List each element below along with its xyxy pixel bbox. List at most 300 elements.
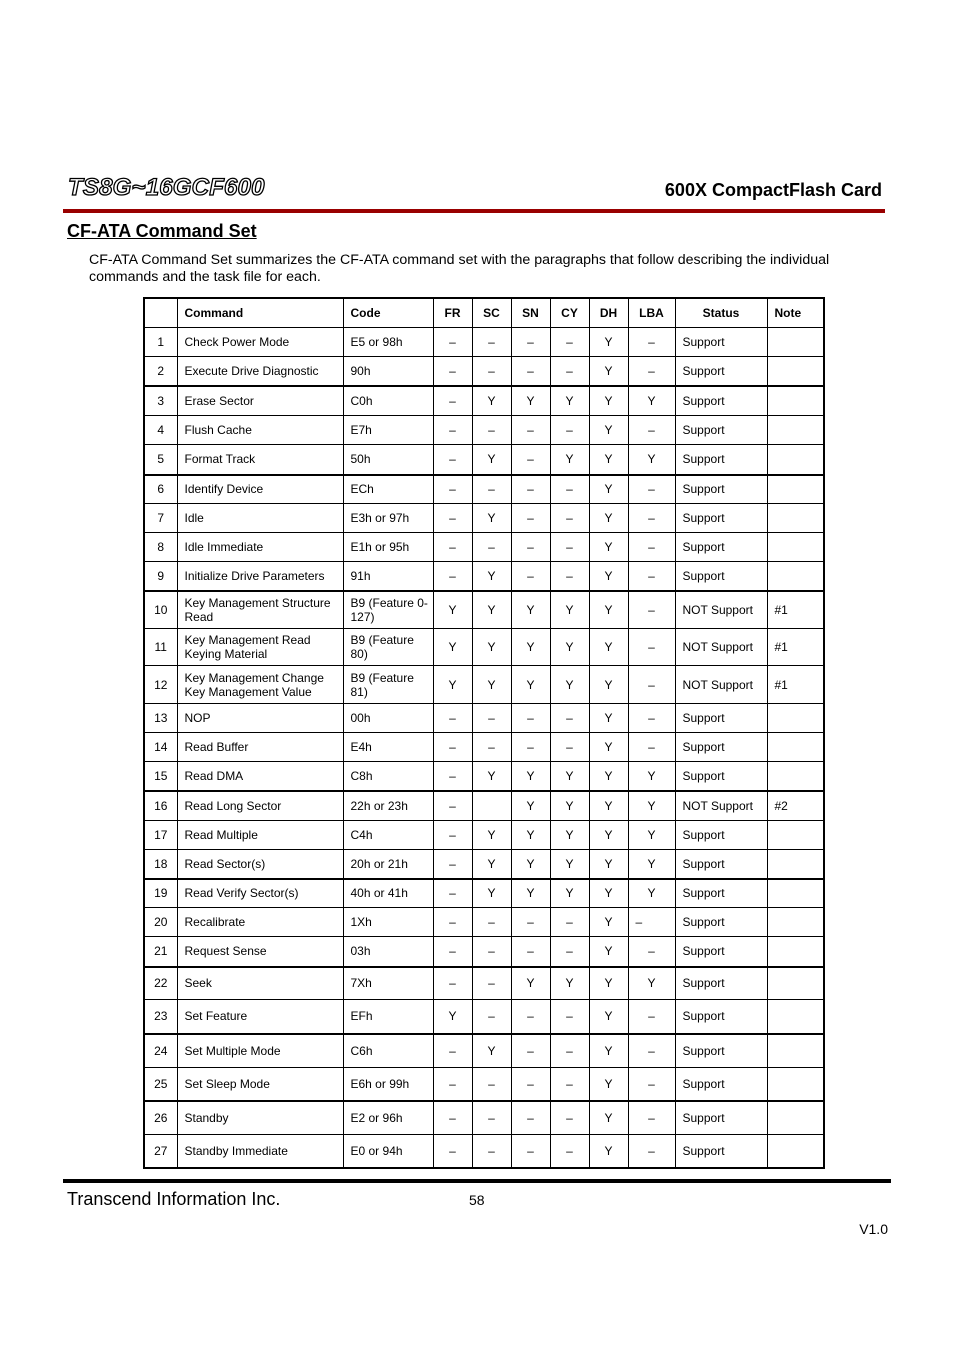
- cell-code: 40h or 41h: [343, 879, 433, 908]
- cell-dh: Y: [589, 357, 628, 386]
- cell-num: 17: [144, 821, 177, 850]
- cell-fr: –: [433, 386, 472, 416]
- cell-num: 16: [144, 791, 177, 821]
- cell-status: Support: [675, 850, 767, 879]
- page-number: 58: [469, 1192, 485, 1208]
- cell-code: 1Xh: [343, 908, 433, 937]
- cell-sn: –: [511, 533, 550, 562]
- cell-sc: –: [472, 1135, 511, 1168]
- table-row: [144, 1135, 824, 1168]
- cell-code: C4h: [343, 821, 433, 850]
- header-status: Status: [675, 298, 767, 328]
- cell-note: [767, 533, 824, 562]
- header-num: [144, 298, 177, 328]
- cell-command: Initialize Drive Parameters: [177, 562, 343, 591]
- cell-command: Read Verify Sector(s): [177, 879, 343, 908]
- cell-fr: –: [433, 475, 472, 504]
- cell-dh: Y: [589, 328, 628, 357]
- table-row: [144, 666, 824, 704]
- cell-status: Support: [675, 504, 767, 533]
- table-row: [144, 821, 824, 850]
- cell-code: E3h or 97h: [343, 504, 433, 533]
- cell-status: Support: [675, 386, 767, 416]
- cell-fr: –: [433, 562, 472, 591]
- cell-command: Read Sector(s): [177, 850, 343, 879]
- command-table: [143, 297, 825, 1169]
- cell-cy: –: [550, 1068, 589, 1101]
- cell-lba: –: [628, 666, 675, 704]
- cell-num: 4: [144, 416, 177, 445]
- cell-sc: –: [472, 733, 511, 762]
- cell-note: [767, 328, 824, 357]
- header-dh: DH: [589, 298, 628, 328]
- cell-dh: Y: [589, 475, 628, 504]
- cell-lba: –: [628, 416, 675, 445]
- cell-note: #1: [767, 666, 824, 704]
- cell-num: 2: [144, 357, 177, 386]
- cell-num: 25: [144, 1068, 177, 1101]
- cell-command: Standby: [177, 1101, 343, 1135]
- cell-fr: Y: [433, 591, 472, 629]
- cell-sc: –: [472, 908, 511, 937]
- cell-sn: Y: [511, 791, 550, 821]
- cell-lba: –: [628, 704, 675, 733]
- cell-lba: –: [628, 533, 675, 562]
- cell-dh: Y: [589, 821, 628, 850]
- cell-lba: –: [628, 1000, 675, 1034]
- footer-company: Transcend Information Inc.: [67, 1189, 281, 1209]
- cell-cy: Y: [550, 591, 589, 629]
- cell-dh: Y: [589, 666, 628, 704]
- cell-sc: –: [472, 1000, 511, 1034]
- header-sn: SN: [511, 298, 550, 328]
- cell-status: Support: [675, 416, 767, 445]
- header-fr: FR: [433, 298, 472, 328]
- cell-sc: Y: [472, 445, 511, 475]
- cell-status: Support: [675, 733, 767, 762]
- cell-sc: Y: [472, 504, 511, 533]
- cell-note: [767, 562, 824, 591]
- cell-cy: –: [550, 328, 589, 357]
- cell-code: 20h or 21h: [343, 850, 433, 879]
- cell-code: 7Xh: [343, 967, 433, 1000]
- cell-note: [767, 704, 824, 733]
- cell-lba: –: [628, 733, 675, 762]
- cell-fr: –: [433, 1034, 472, 1068]
- cell-code: E6h or 99h: [343, 1068, 433, 1101]
- table-row: [144, 328, 824, 357]
- cell-lba: –: [628, 1068, 675, 1101]
- cell-fr: –: [433, 937, 472, 967]
- cell-note: [767, 416, 824, 445]
- cell-lba: Y: [628, 386, 675, 416]
- cell-cy: Y: [550, 821, 589, 850]
- cell-status: Support: [675, 704, 767, 733]
- table-header-row: [144, 298, 824, 328]
- cell-sn: Y: [511, 591, 550, 629]
- cell-note: [767, 762, 824, 791]
- cell-sn: –: [511, 357, 550, 386]
- cell-status: Support: [675, 967, 767, 1000]
- cell-fr: –: [433, 445, 472, 475]
- cell-sn: –: [511, 937, 550, 967]
- cell-command: Seek: [177, 967, 343, 1000]
- cell-lba: –: [628, 1101, 675, 1135]
- cell-sc: –: [472, 533, 511, 562]
- cell-dh: Y: [589, 704, 628, 733]
- cell-sc: –: [472, 1068, 511, 1101]
- cell-dh: Y: [589, 967, 628, 1000]
- cell-num: 24: [144, 1034, 177, 1068]
- product-title: TS8G~16GCF600: [68, 174, 265, 201]
- cell-cy: –: [550, 1135, 589, 1168]
- cell-code: EFh: [343, 1000, 433, 1034]
- cell-sc: –: [472, 704, 511, 733]
- cell-cy: Y: [550, 791, 589, 821]
- cell-num: 9: [144, 562, 177, 591]
- cell-cy: Y: [550, 967, 589, 1000]
- table-row: [144, 1000, 824, 1034]
- cell-lba: –: [628, 1135, 675, 1168]
- cell-command: Read Multiple: [177, 821, 343, 850]
- cell-num: 13: [144, 704, 177, 733]
- cell-code: E2 or 96h: [343, 1101, 433, 1135]
- table-body: [144, 328, 824, 1168]
- cell-dh: Y: [589, 762, 628, 791]
- cell-fr: –: [433, 850, 472, 879]
- cell-sn: Y: [511, 967, 550, 1000]
- cell-cy: –: [550, 357, 589, 386]
- cell-sc: Y: [472, 591, 511, 629]
- footer-rule: [63, 1179, 891, 1183]
- cell-lba: –: [628, 908, 675, 937]
- table-row: [144, 908, 824, 937]
- cell-cy: –: [550, 704, 589, 733]
- cell-code: 22h or 23h: [343, 791, 433, 821]
- cell-note: [767, 733, 824, 762]
- cell-note: [767, 850, 824, 879]
- cell-lba: Y: [628, 445, 675, 475]
- cell-num: 20: [144, 908, 177, 937]
- cell-num: 26: [144, 1101, 177, 1135]
- cell-fr: –: [433, 1101, 472, 1135]
- cell-fr: –: [433, 1135, 472, 1168]
- cell-note: [767, 504, 824, 533]
- header-sc: SC: [472, 298, 511, 328]
- cell-cy: Y: [550, 629, 589, 666]
- cell-num: 1: [144, 328, 177, 357]
- cell-dh: Y: [589, 1034, 628, 1068]
- cell-note: [767, 937, 824, 967]
- cell-cy: Y: [550, 850, 589, 879]
- table-row: [144, 937, 824, 967]
- intro-paragraph: CF-ATA Command Set summarizes the CF-ATA command set with the paragraphs that follow describing the individual commands and the task file for each.: [89, 252, 830, 285]
- cell-status: NOT Support: [675, 791, 767, 821]
- cell-dh: Y: [589, 504, 628, 533]
- cell-status: Support: [675, 1101, 767, 1135]
- cell-sc: [472, 791, 511, 821]
- cell-cy: –: [550, 504, 589, 533]
- header-cy: CY: [550, 298, 589, 328]
- table-row: [144, 357, 824, 386]
- cell-fr: –: [433, 791, 472, 821]
- cell-cy: Y: [550, 386, 589, 416]
- cell-dh: Y: [589, 416, 628, 445]
- cell-status: NOT Support: [675, 666, 767, 704]
- cell-lba: –: [628, 504, 675, 533]
- cell-command: NOP: [177, 704, 343, 733]
- cell-dh: Y: [589, 1000, 628, 1034]
- cell-sn: Y: [511, 821, 550, 850]
- cell-sc: Y: [472, 666, 511, 704]
- cell-num: 19: [144, 879, 177, 908]
- cell-sc: Y: [472, 629, 511, 666]
- cell-sn: –: [511, 908, 550, 937]
- cell-code: B9 (Feature 0-127): [343, 591, 433, 629]
- document-version: V1.0: [859, 1221, 888, 1237]
- table-row: [144, 879, 824, 908]
- cell-lba: –: [628, 562, 675, 591]
- cell-note: [767, 475, 824, 504]
- cell-code: 91h: [343, 562, 433, 591]
- cell-lba: –: [628, 1034, 675, 1068]
- cell-fr: Y: [433, 1000, 472, 1034]
- cell-status: Support: [675, 475, 767, 504]
- cell-num: 3: [144, 386, 177, 416]
- cell-sc: Y: [472, 386, 511, 416]
- cell-sn: –: [511, 704, 550, 733]
- cell-command: Set Sleep Mode: [177, 1068, 343, 1101]
- cell-sn: –: [511, 504, 550, 533]
- cell-sn: –: [511, 1101, 550, 1135]
- cell-sn: –: [511, 416, 550, 445]
- cell-status: Support: [675, 1000, 767, 1034]
- cell-sn: –: [511, 1135, 550, 1168]
- cell-note: [767, 386, 824, 416]
- cell-note: [767, 821, 824, 850]
- cell-cy: –: [550, 475, 589, 504]
- cell-status: Support: [675, 1135, 767, 1168]
- cell-command: Recalibrate: [177, 908, 343, 937]
- cell-sn: –: [511, 475, 550, 504]
- cell-cy: –: [550, 1101, 589, 1135]
- cell-sc: –: [472, 328, 511, 357]
- cell-sc: –: [472, 475, 511, 504]
- cell-fr: –: [433, 821, 472, 850]
- header-lba: LBA: [628, 298, 675, 328]
- cell-dh: Y: [589, 1101, 628, 1135]
- header-command: Command: [177, 298, 343, 328]
- cell-lba: –: [628, 591, 675, 629]
- cell-num: 21: [144, 937, 177, 967]
- cell-command: Erase Sector: [177, 386, 343, 416]
- cell-cy: –: [550, 1000, 589, 1034]
- cell-command: Format Track: [177, 445, 343, 475]
- cell-code: 00h: [343, 704, 433, 733]
- cell-sn: Y: [511, 762, 550, 791]
- cell-dh: Y: [589, 733, 628, 762]
- cell-lba: Y: [628, 967, 675, 1000]
- table-row: [144, 733, 824, 762]
- cell-status: Support: [675, 1068, 767, 1101]
- cell-fr: Y: [433, 666, 472, 704]
- cell-sc: –: [472, 967, 511, 1000]
- cell-command: Execute Drive Diagnostic: [177, 357, 343, 386]
- cell-note: #1: [767, 629, 824, 666]
- cell-note: #1: [767, 591, 824, 629]
- cell-sn: –: [511, 1068, 550, 1101]
- table-row: [144, 504, 824, 533]
- cell-dh: Y: [589, 879, 628, 908]
- table-row: [144, 416, 824, 445]
- cell-lba: –: [628, 328, 675, 357]
- cell-sn: Y: [511, 386, 550, 416]
- cell-code: B9 (Feature 80): [343, 629, 433, 666]
- cell-note: [767, 1135, 824, 1168]
- cell-command: Key Management Structure Read: [177, 591, 343, 629]
- cell-sn: –: [511, 445, 550, 475]
- cell-sn: –: [511, 1000, 550, 1034]
- cell-num: 18: [144, 850, 177, 879]
- cell-command: Key Management Change Key Management Value: [177, 666, 343, 704]
- cell-dh: Y: [589, 533, 628, 562]
- table-row: [144, 762, 824, 791]
- cell-num: 12: [144, 666, 177, 704]
- cell-code: C6h: [343, 1034, 433, 1068]
- cell-dh: Y: [589, 937, 628, 967]
- cell-status: Support: [675, 937, 767, 967]
- cell-fr: –: [433, 879, 472, 908]
- cell-command: Idle Immediate: [177, 533, 343, 562]
- cell-sc: –: [472, 1101, 511, 1135]
- cell-cy: –: [550, 937, 589, 967]
- cell-code: E0 or 94h: [343, 1135, 433, 1168]
- cell-dh: Y: [589, 850, 628, 879]
- cell-status: Support: [675, 908, 767, 937]
- cell-command: Read Long Sector: [177, 791, 343, 821]
- cell-sc: Y: [472, 762, 511, 791]
- cell-sc: Y: [472, 562, 511, 591]
- cell-note: [767, 879, 824, 908]
- cell-lba: –: [628, 629, 675, 666]
- cell-status: Support: [675, 357, 767, 386]
- cell-status: Support: [675, 533, 767, 562]
- cell-command: Set Feature: [177, 1000, 343, 1034]
- cell-cy: Y: [550, 762, 589, 791]
- cell-note: [767, 1034, 824, 1068]
- cell-code: C0h: [343, 386, 433, 416]
- table-row: [144, 475, 824, 504]
- cell-cy: –: [550, 562, 589, 591]
- cell-fr: –: [433, 533, 472, 562]
- cell-sn: –: [511, 328, 550, 357]
- cell-lba: Y: [628, 821, 675, 850]
- cell-lba: –: [628, 357, 675, 386]
- cell-status: Support: [675, 445, 767, 475]
- cell-status: Support: [675, 328, 767, 357]
- cell-status: NOT Support: [675, 629, 767, 666]
- cell-sn: Y: [511, 629, 550, 666]
- cell-command: Idle: [177, 504, 343, 533]
- cell-num: 11: [144, 629, 177, 666]
- cell-dh: Y: [589, 591, 628, 629]
- cell-note: [767, 967, 824, 1000]
- cell-dh: Y: [589, 908, 628, 937]
- cell-dh: Y: [589, 445, 628, 475]
- cell-command: Read Buffer: [177, 733, 343, 762]
- header-rule: [63, 209, 885, 213]
- cell-sn: Y: [511, 879, 550, 908]
- cell-code: E4h: [343, 733, 433, 762]
- cell-command: Identify Device: [177, 475, 343, 504]
- cell-code: B9 (Feature 81): [343, 666, 433, 704]
- cell-lba: Y: [628, 762, 675, 791]
- table-row: [144, 629, 824, 666]
- cell-dh: Y: [589, 562, 628, 591]
- table-row: [144, 967, 824, 1000]
- table-row: [144, 791, 824, 821]
- cell-num: 22: [144, 967, 177, 1000]
- cell-cy: Y: [550, 445, 589, 475]
- cell-sn: –: [511, 733, 550, 762]
- cell-code: C8h: [343, 762, 433, 791]
- cell-sc: Y: [472, 821, 511, 850]
- cell-sn: –: [511, 562, 550, 591]
- cell-cy: –: [550, 733, 589, 762]
- cell-dh: Y: [589, 629, 628, 666]
- section-title: CF-ATA Command Set: [67, 221, 257, 241]
- table-row: [144, 1068, 824, 1101]
- cell-lba: Y: [628, 850, 675, 879]
- cell-code: E5 or 98h: [343, 328, 433, 357]
- cell-command: Flush Cache: [177, 416, 343, 445]
- header-note: Note: [767, 298, 824, 328]
- cell-command: Check Power Mode: [177, 328, 343, 357]
- table-row: [144, 562, 824, 591]
- cell-lba: –: [628, 937, 675, 967]
- cell-fr: –: [433, 328, 472, 357]
- cell-code: ECh: [343, 475, 433, 504]
- cell-num: 10: [144, 591, 177, 629]
- cell-dh: Y: [589, 1135, 628, 1168]
- table-row: [144, 445, 824, 475]
- cell-fr: –: [433, 762, 472, 791]
- cell-num: 14: [144, 733, 177, 762]
- cell-sc: –: [472, 357, 511, 386]
- cell-sn: Y: [511, 850, 550, 879]
- cell-fr: –: [433, 1068, 472, 1101]
- cell-dh: Y: [589, 1068, 628, 1101]
- cell-code: E1h or 95h: [343, 533, 433, 562]
- cell-fr: –: [433, 357, 472, 386]
- cell-command: Read DMA: [177, 762, 343, 791]
- cell-note: [767, 908, 824, 937]
- table-row: [144, 386, 824, 416]
- cell-cy: Y: [550, 879, 589, 908]
- cell-fr: –: [433, 504, 472, 533]
- cell-status: NOT Support: [675, 591, 767, 629]
- cell-fr: Y: [433, 629, 472, 666]
- cell-note: #2: [767, 791, 824, 821]
- cell-status: Support: [675, 562, 767, 591]
- cell-dh: Y: [589, 791, 628, 821]
- cell-sc: Y: [472, 1034, 511, 1068]
- cell-num: 7: [144, 504, 177, 533]
- cell-command: Set Multiple Mode: [177, 1034, 343, 1068]
- table-row: [144, 850, 824, 879]
- cell-dh: Y: [589, 386, 628, 416]
- table-row: [144, 533, 824, 562]
